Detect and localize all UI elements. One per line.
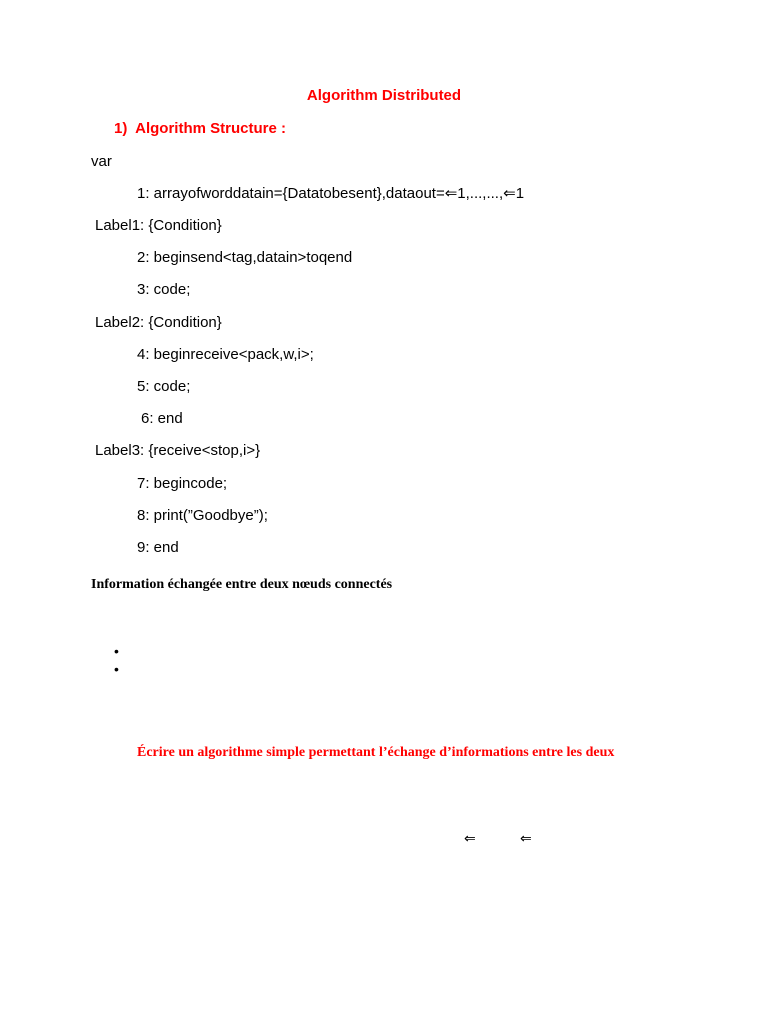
code-line-label1: Label1: {Condition} — [95, 217, 222, 234]
code-line-6: 6: end — [141, 410, 183, 427]
bullet-point-2: • — [114, 661, 119, 677]
code-line-5: 5: code; — [137, 378, 191, 395]
code-line-7: 7: begincode; — [137, 475, 228, 492]
document-title: Algorithm Distributed — [306, 87, 462, 104]
code-line-label2: Label2: {Condition} — [95, 314, 222, 331]
bullet-point-1: • — [114, 643, 119, 659]
section-label: Algorithm Structure : — [135, 120, 286, 137]
code-line-2: 2: beginsend<tag,datain>toqend — [137, 249, 353, 266]
code-line-1: 1: arrayofworddatain={Datatobesent},dataout=⇐1,...,...,⇐1 — [137, 185, 525, 202]
section-number: 1) — [114, 120, 128, 137]
info-heading: Information échangée entre deux nœuds connectés — [91, 577, 393, 592]
left-arrow-icon-1: ⇐ — [464, 830, 476, 846]
code-line-4: 4: beginreceive<pack,w,i>; — [137, 346, 314, 363]
exercise-instruction: Écrire un algorithme simple permettant l’échange d’informations entre les deux — [137, 745, 615, 760]
left-arrow-icon-2: ⇐ — [520, 830, 532, 846]
code-line-8: 8: print(”Goodbye”); — [137, 507, 268, 524]
section-heading — [114, 121, 286, 136]
code-line-label3: Label3: {receive<stop,i>} — [95, 442, 261, 459]
code-line-3: 3: code; — [137, 281, 191, 298]
code-line-9: 9: end — [137, 539, 179, 556]
code-line-var: var — [91, 153, 112, 170]
